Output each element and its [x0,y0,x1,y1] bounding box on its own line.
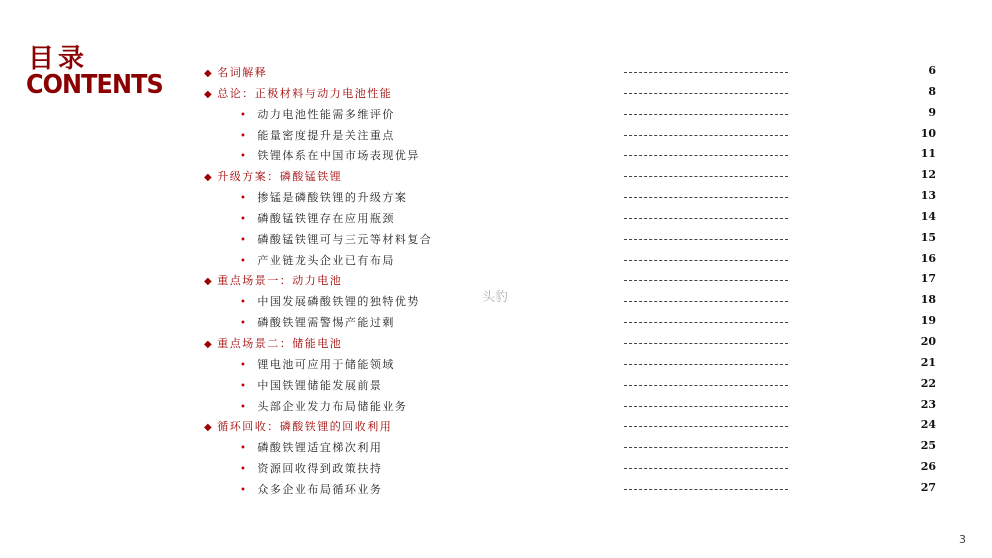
toc-page-number: 14 [920,209,936,223]
dotted-leader [624,426,788,427]
diamond-bullet-icon: ◆ [204,276,214,288]
toc-page-number: 18 [920,293,936,307]
page-number: 3 [959,533,966,546]
toc-page-number: 11 [920,147,936,161]
toc-subsection-row [0,249,992,270]
toc-subsection-row [0,311,992,332]
toc-entry-label [240,398,407,414]
toc-entry-label [240,439,382,455]
dotted-leader [624,468,788,469]
toc-entry-label [240,231,432,247]
toc-subsection-row [0,395,992,416]
toc-subsection-row [0,478,992,499]
dotted-leader [624,72,788,73]
dot-bullet-icon: • [240,297,248,309]
toc-entry-label [204,64,267,80]
toc-entry-text: 动力电池性能需多维评价 [257,107,395,121]
dot-bullet-icon: • [240,255,248,267]
toc-page-number: 17 [920,272,936,286]
toc-entry-text: 磷酸锰铁锂存在应用瓶颈 [257,211,395,225]
dotted-leader [624,447,788,448]
toc-page-number: 23 [920,397,936,411]
watermark: 头豹 [482,290,509,305]
toc-section-row [0,61,992,82]
toc-page-number: 21 [920,355,936,369]
toc-entry-text: 中国铁锂储能发展前景 [257,378,383,392]
toc-entry-label [240,293,420,309]
toc-entry-text: 掺锰是磷酸铁锂的升级方案 [257,191,408,205]
dotted-leader [624,406,788,407]
dotted-leader [624,114,788,115]
toc-page-number: 19 [920,314,936,328]
toc-entry-label [240,314,395,330]
toc-section-row [0,82,992,103]
toc-entry-label [240,189,407,205]
toc-entry-text: 磷酸铁锂适宜梯次利用 [257,441,383,455]
toc-entry-label [240,210,395,226]
toc-entry-label [204,335,342,351]
toc-page-number: 13 [920,189,936,203]
toc-entry-label [240,377,382,393]
toc-subsection-row [0,374,992,395]
dotted-leader [624,155,788,156]
toc-entry-text: 产业链龙头企业已有布局 [257,253,395,267]
dot-bullet-icon: • [240,380,248,392]
toc-entry-text: 锂电池可应用于储能领域 [257,357,395,371]
toc-entry-text: 升级方案：磷酸锰铁锂 [217,170,343,184]
toc-page-number: 24 [920,418,936,432]
toc-entry-text: 磷酸锰铁锂可与三元等材料复合 [257,232,433,246]
toc-page-number: 9 [928,105,936,119]
toc-entry-label [204,85,392,101]
toc-entry-text: 名词解释 [217,66,268,79]
toc-page-number: 6 [928,64,936,77]
dotted-leader [624,176,788,177]
toc-subsection-row [0,144,992,165]
toc-section-row [0,332,992,353]
toc-page-number: 16 [920,251,936,265]
page-title-english: CONTENTS [26,70,163,100]
toc-page-number: 20 [920,334,936,348]
toc-entry-label [240,460,382,476]
dot-bullet-icon: • [240,401,248,413]
toc-section-row [0,415,992,436]
dot-bullet-icon: • [240,443,248,455]
toc-page-number: 25 [920,439,936,453]
dot-bullet-icon: • [240,359,248,371]
diamond-bullet-icon: ◆ [204,172,214,184]
dotted-leader [624,218,788,219]
dot-bullet-icon: • [240,109,248,121]
toc-page-number: 8 [928,84,936,98]
toc-entry-text: 众多企业布局循环业务 [257,482,383,496]
page-title-chinese: 目录 [28,44,89,74]
dotted-leader [624,93,788,94]
toc-entry-label [240,481,382,497]
dotted-leader [624,260,788,261]
dotted-leader [624,197,788,198]
toc-page-number: 15 [920,230,936,244]
table-of-contents [0,61,992,499]
toc-subsection-row [0,207,992,228]
toc-entry-text: 头部企业发力布局储能业务 [257,399,408,413]
dotted-leader [624,489,788,490]
dot-bullet-icon: • [240,484,248,496]
toc-subsection-row [0,436,992,457]
dot-bullet-icon: • [240,213,248,225]
toc-page-number: 22 [920,376,936,390]
dot-bullet-icon: • [240,130,248,142]
toc-subsection-row [0,353,992,374]
toc-page-number: 27 [920,480,936,494]
toc-entry-label [204,168,342,184]
dot-bullet-icon: • [240,151,248,163]
toc-subsection-row [0,103,992,124]
toc-entry-label [240,127,395,143]
toc-page-number: 26 [920,460,936,474]
toc-entry-text: 重点场景一：动力电池 [217,274,343,288]
toc-entry-label [240,252,395,268]
toc-page-number: 12 [920,168,936,182]
dotted-leader [624,280,788,281]
toc-entry-text: 总论：正极材料与动力电池性能 [217,86,393,100]
diamond-bullet-icon: ◆ [204,422,214,434]
dotted-leader [624,343,788,344]
dotted-leader [624,385,788,386]
toc-entry-text: 中国发展磷酸铁锂的独特优势 [257,295,420,309]
dotted-leader [624,301,788,302]
toc-entry-label [204,418,392,434]
diamond-bullet-icon: ◆ [204,338,214,350]
dotted-leader [624,364,788,365]
dotted-leader [624,322,788,323]
dot-bullet-icon: • [240,234,248,246]
toc-entry-text: 能量密度提升是关注重点 [257,128,395,142]
dotted-leader [624,239,788,240]
toc-entry-text: 资源回收得到政策扶持 [257,462,383,476]
toc-entry-label [240,106,395,122]
toc-section-row [0,165,992,186]
toc-entry-text: 循环回收：磷酸铁锂的回收利用 [217,420,393,434]
toc-subsection-row [0,186,992,207]
toc-subsection-row [0,124,992,145]
diamond-bullet-icon: ◆ [204,68,214,79]
toc-entry-label [240,147,420,163]
toc-entry-label [204,272,342,288]
toc-subsection-row [0,457,992,478]
toc-entry-text: 铁锂体系在中国市场表现优异 [257,149,420,163]
toc-page-number: 10 [920,126,936,140]
toc-entry-label [240,356,395,372]
toc-entry-text: 磷酸铁锂需警惕产能过剩 [257,316,395,330]
toc-entry-text: 重点场景二：储能电池 [217,336,343,350]
toc-subsection-row [0,228,992,249]
dot-bullet-icon: • [240,193,248,205]
dot-bullet-icon: • [240,464,248,476]
dotted-leader [624,135,788,136]
dot-bullet-icon: • [240,318,248,330]
diamond-bullet-icon: ◆ [204,88,214,100]
